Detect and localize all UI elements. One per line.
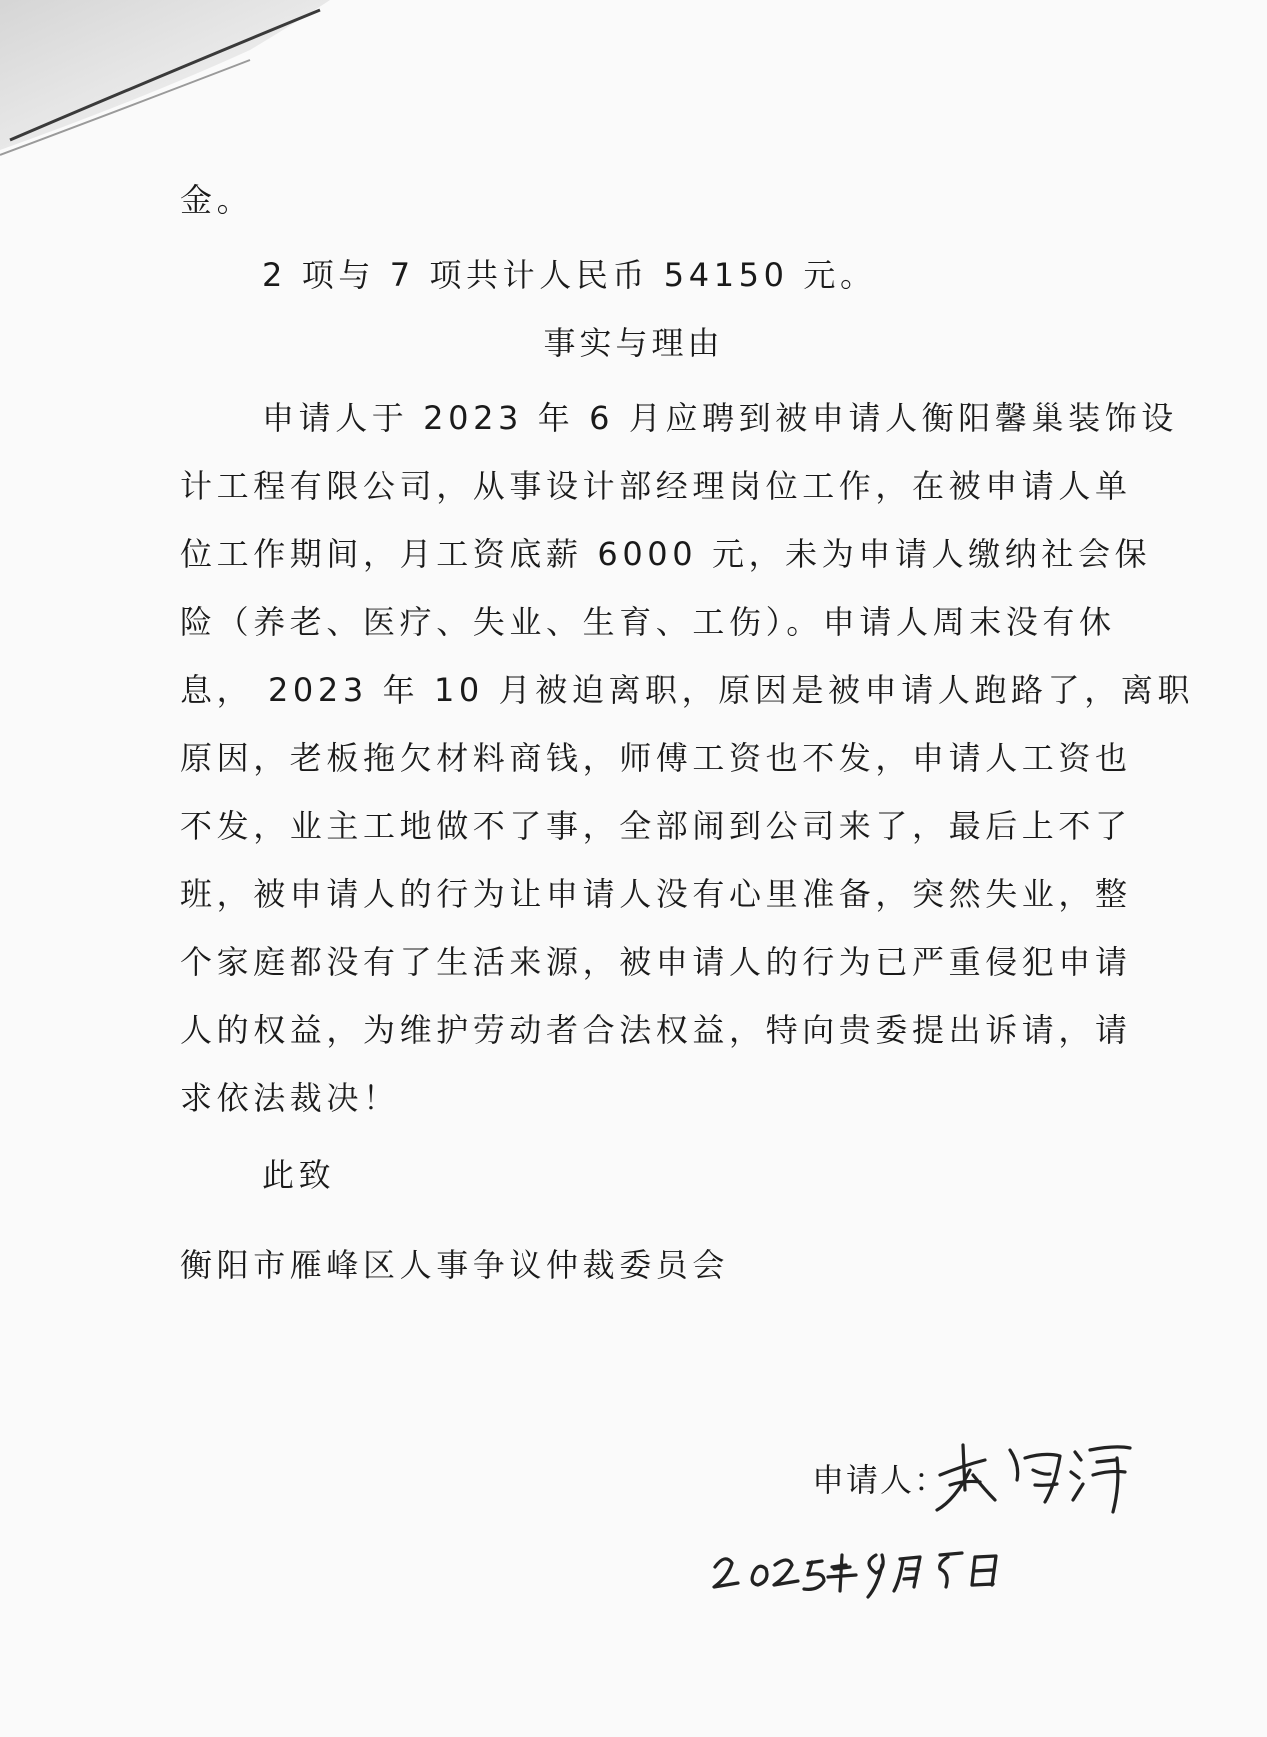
text-line-10: 不发，业主工地做不了事，全部闹到公司来了，最后上不了 xyxy=(180,807,1132,845)
text-line-12: 个家庭都没有了生活来源，被申请人的行为已严重侵犯申请 xyxy=(180,943,1132,981)
applicant-label: 申请人： xyxy=(812,1461,949,1499)
text-line-1: 金。 xyxy=(180,181,254,219)
text-line-8: 息， 2023 年 10 月被迫离职，原因是被申请人跑路了，离职 xyxy=(180,671,1195,709)
text-line-9: 原因，老板拖欠材料商钱，师傅工资也不发，申请人工资也 xyxy=(180,739,1132,777)
text-line-2: 2 项与 7 项共计人民币 54150 元。 xyxy=(262,256,877,294)
addressee: 衡阳市雁峰区人事争议仲裁委员会 xyxy=(180,1246,730,1284)
handwritten-signature xyxy=(925,1430,1145,1520)
text-line-6: 位工作期间，月工资底薪 6000 元，未为申请人缴纳社会保 xyxy=(180,535,1152,573)
paper-fold-shadow xyxy=(0,0,1267,160)
closing-salutation: 此致 xyxy=(262,1156,336,1194)
text-line-11: 班，被申请人的行为让申请人没有心里准备，突然失业，整 xyxy=(180,875,1132,913)
text-line-5: 计工程有限公司，从事设计部经理岗位工作，在被申请人单 xyxy=(180,467,1132,505)
text-line-14: 求依法裁决！ xyxy=(180,1079,400,1117)
text-line-7: 险（养老、医疗、失业、生育、工伤）。申请人周末没有休 xyxy=(180,603,1116,641)
handwritten-date xyxy=(700,1525,1040,1615)
text-line-4: 申请人于 2023 年 6 月应聘到被申请人衡阳馨巢装饰设 xyxy=(262,399,1178,437)
section-heading: 事实与理由 xyxy=(543,324,724,362)
text-line-13: 人的权益，为维护劳动者合法权益，特向贵委提出诉请，请 xyxy=(180,1011,1132,1049)
